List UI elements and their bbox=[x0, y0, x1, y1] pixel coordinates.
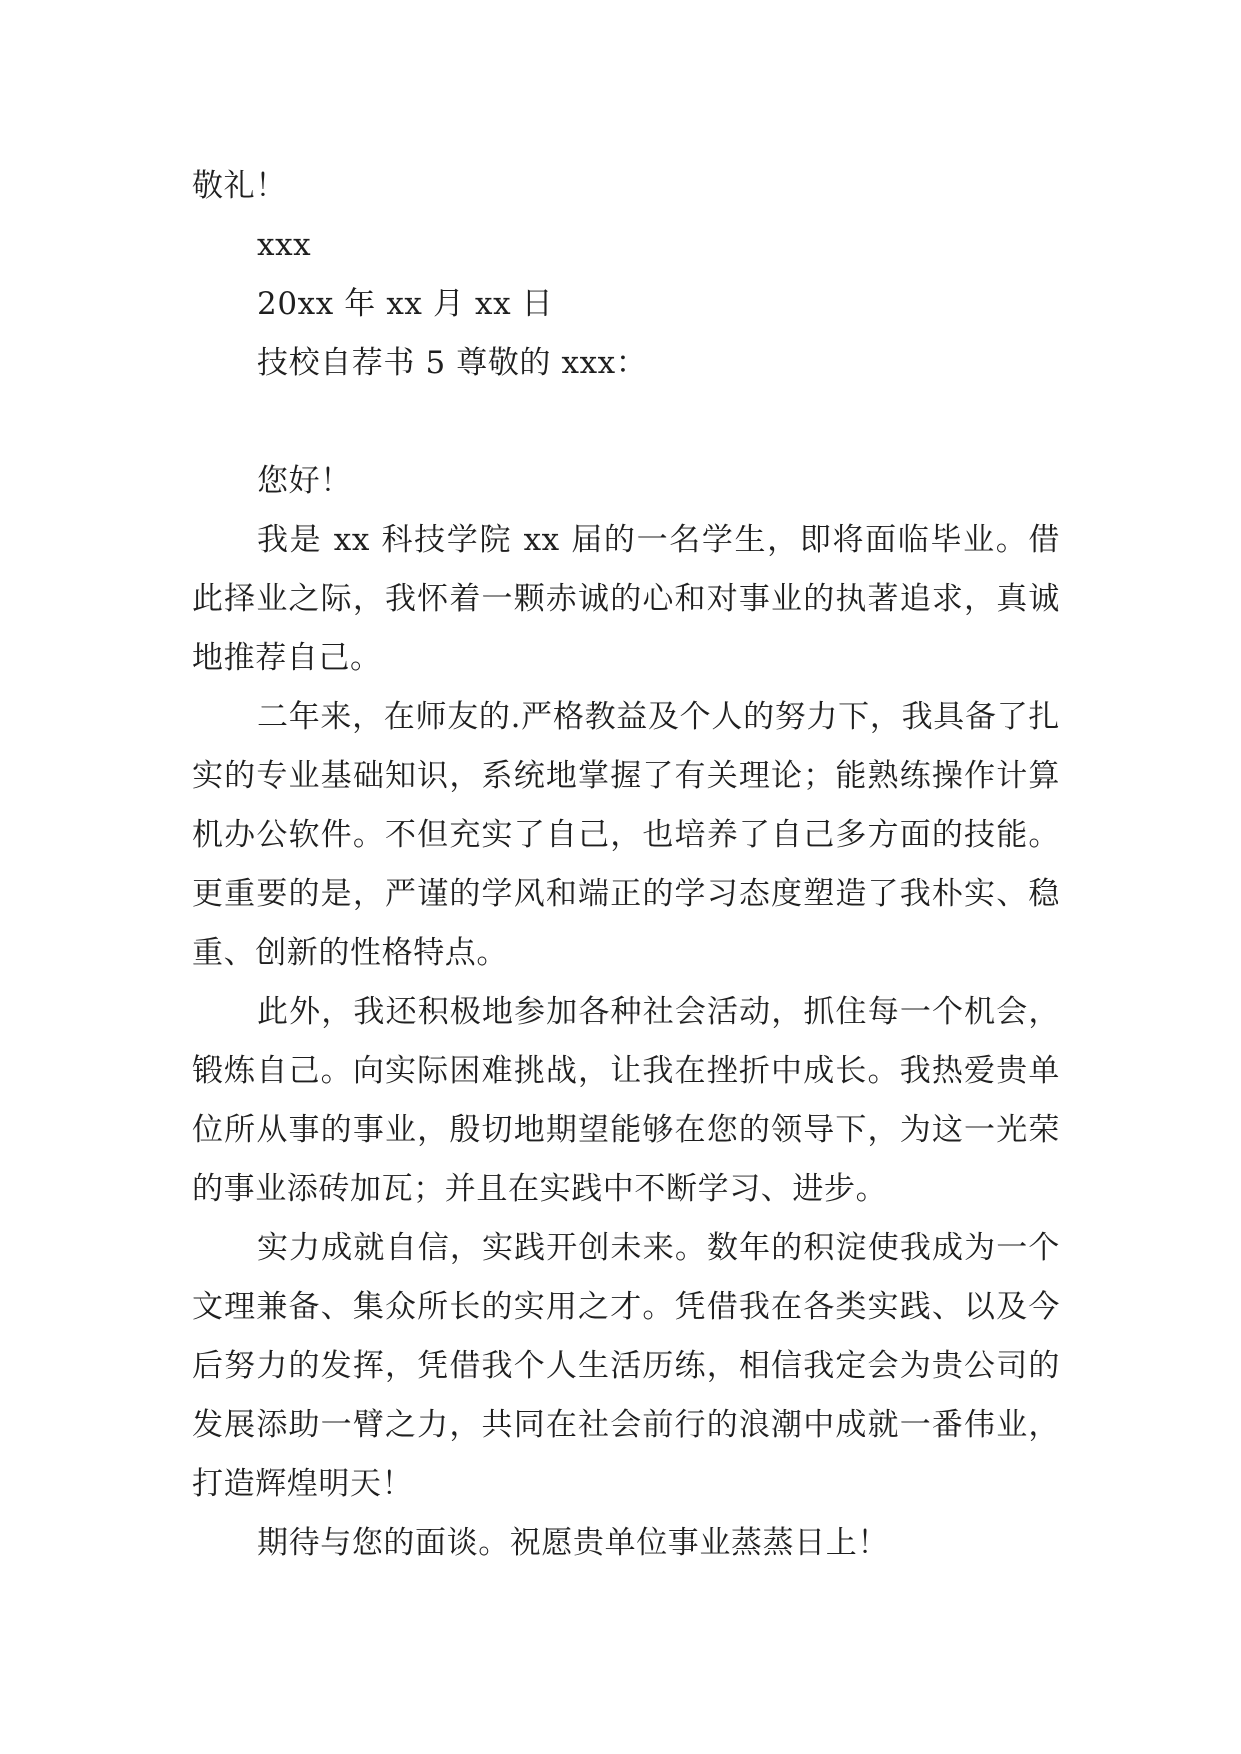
paragraph-confidence: 实力成就自信，实践开创未来。数年的积淀使我成为一个文理兼备、集众所长的实用之才。凭借我在各类实践、以及今后努力的发挥，凭借我个人生活历练，相信我定会为贵公司的发展添助一臂之力，共同在社会前行的浪潮中成就一番伟业，打造辉煌明天！ bbox=[192, 1230, 1060, 1502]
letter-body bbox=[192, 157, 1060, 1573]
closing-salutation: 敬礼！ bbox=[192, 168, 287, 204]
paragraph-closing-wish: 期待与您的面谈。祝愿贵单位事业蒸蒸日上！ bbox=[257, 1525, 889, 1561]
next-letter-heading: 技校自荐书 5 尊敬的 xxx： bbox=[257, 345, 648, 381]
paragraph-activities: 此外，我还积极地参加各种社会活动，抓住每一个机会，锻炼自己。向实际困难挑战，让我在挫折中成长。我热爱贵单位所从事的事业，殷切地期望能够在您的领导下，为这一光荣的事业添砖加瓦；并且在实践中不断学习、进步。 bbox=[192, 994, 1060, 1207]
paragraph-skills: 二年来，在师友的.严格教益及个人的努力下，我具备了扎实的专业基础知识，系统地掌握了有关理论；能熟练操作计算机办公软件。不但充实了自己，也培养了自己多方面的技能。更重要的是，严谨的学风和端正的学习态度塑造了我朴实、稳重、创新的性格特点。 bbox=[192, 699, 1060, 971]
blank-line bbox=[192, 393, 1060, 452]
greeting: 您好！ bbox=[257, 463, 352, 499]
paragraph-intro: 我是 xx 科技学院 xx 届的一名学生，即将面临毕业。借此择业之际，我怀着一颗赤诚的心和对事业的执著追求，真诚地推荐自己。 bbox=[192, 522, 1060, 676]
signature-date: 20xx 年 xx 月 xx 日 bbox=[257, 286, 554, 322]
signature-name: xxx bbox=[257, 227, 312, 263]
